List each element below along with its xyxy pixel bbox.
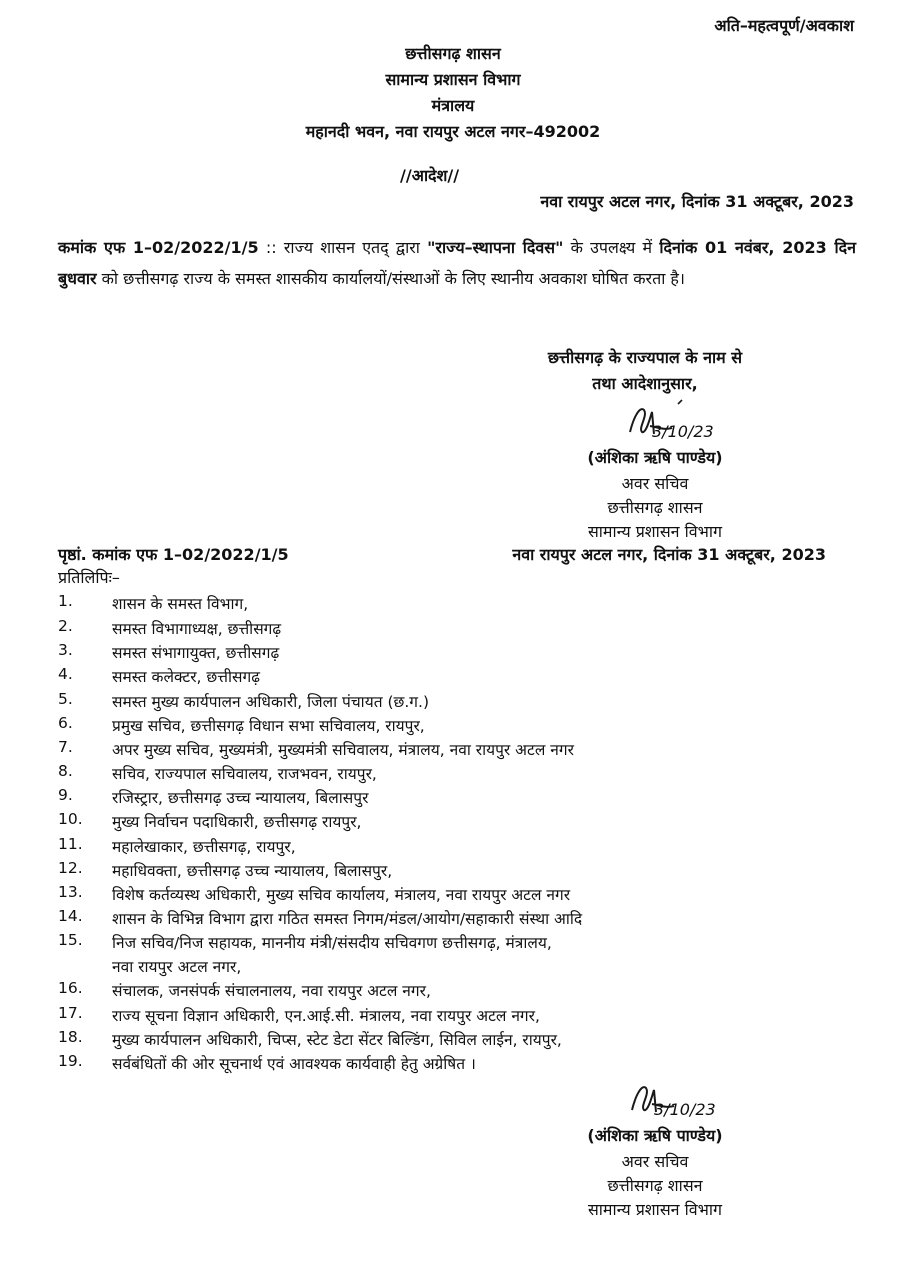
list-item-number: 15. xyxy=(58,931,83,949)
signatory-2-office: छत्तीसगढ़ शासन xyxy=(607,1176,703,1195)
signatory-1-department: सामान्य प्रशासन विभाग xyxy=(587,522,723,541)
list-item-number: 11. xyxy=(58,835,83,853)
header-government: छत्तीसगढ़ शासन xyxy=(405,44,501,63)
list-item: शासन के विभिन्न विभाग द्वारा गठित समस्त निगम/मंडल/आयोग/सहाकारी संस्था आदि xyxy=(112,910,583,928)
list-item-number: 10. xyxy=(58,810,83,828)
list-item-number: 4. xyxy=(58,665,73,683)
signatory-2-name: (अंशिका ऋषि पाण्डेय) xyxy=(587,1126,723,1145)
list-item-number: 19. xyxy=(58,1052,83,1070)
list-item: विशेष कर्तव्यस्थ अधिकारी, मुख्य सचिव कार्यालय, मंत्रालय, नवा रायपुर अटल नगर xyxy=(112,886,571,904)
header-department: सामान्य प्रशासन विभाग xyxy=(385,70,521,89)
list-item: समस्त मुख्य कार्यपालन अधिकारी, जिला पंचायत (छ.ग.) xyxy=(112,693,429,711)
authority-line-2: तथा आदेशानुसार, xyxy=(592,374,698,393)
list-item: समस्त विभागाध्यक्ष, छत्तीसगढ़ xyxy=(112,620,282,638)
list-item-number: 16. xyxy=(58,979,83,997)
list-item-number: 17. xyxy=(58,1004,83,1022)
endorsement-date: नवा रायपुर अटल नगर, दिनांक 31 अक्टूबर, 2023 xyxy=(512,545,826,564)
list-item: शासन के समस्त विभाग, xyxy=(112,595,249,613)
signature-1-date: 3/10/23 xyxy=(652,422,714,441)
order-text-2: के उपलक्ष्य में xyxy=(563,238,660,257)
signatory-2-designation: अवर सचिव xyxy=(621,1152,689,1171)
copy-label: प्रतिलिपिः– xyxy=(58,568,120,587)
list-item: राज्य सूचना विज्ञान अधिकारी, एन.आई.सी. मंत्रालय, नवा रायपुर अटल नगर, xyxy=(112,1007,540,1025)
list-item-number: 18. xyxy=(58,1028,83,1046)
list-item-number: 14. xyxy=(58,907,83,925)
list-item: समस्त संभागायुक्त, छत्तीसगढ़ xyxy=(112,644,280,662)
order-heading: //आदेश// xyxy=(400,166,460,185)
list-item-number: 2. xyxy=(58,617,73,635)
list-item: प्रमुख सचिव, छत्तीसगढ़ विधान सभा सचिवालय, रायपुर, xyxy=(112,717,425,735)
priority-note: अति–महत्वपूर्ण/अवकाश xyxy=(714,16,854,35)
order-paragraph xyxy=(58,232,856,294)
list-item: सर्वबंधितों की ओर सूचनार्थ एवं आवश्यक कार्यवाही हेतु अग्रेषित । xyxy=(112,1055,476,1073)
signatory-1-office: छत्तीसगढ़ शासन xyxy=(607,498,703,517)
list-item-number: 9. xyxy=(58,786,73,804)
order-holiday-date: दिनांक 01 नवंबर, 2023 दिन बुधवार xyxy=(58,238,856,288)
list-item: मुख्य निर्वाचन पदाधिकारी, छत्तीसगढ़ रायपुर, xyxy=(112,813,362,831)
list-item-continuation: नवा रायपुर अटल नगर, xyxy=(112,958,242,976)
order-date: नवा रायपुर अटल नगर, दिनांक 31 अक्टूबर, 2023 xyxy=(540,192,854,211)
header-address: महानदी भवन, नवा रायपुर अटल नगर–492002 xyxy=(305,122,601,141)
list-item-number: 12. xyxy=(58,859,83,877)
list-item: महाधिवक्ता, छत्तीसगढ़ उच्च न्यायालय, बिलासपुर, xyxy=(112,862,393,880)
signature-2-date: 3/10/23 xyxy=(654,1100,716,1119)
list-item-number: 13. xyxy=(58,883,83,901)
order-occasion: "राज्य–स्थापना दिवस" xyxy=(427,238,564,257)
list-item-number: 6. xyxy=(58,714,73,732)
signatory-1-designation: अवर सचिव xyxy=(621,474,689,493)
list-item-number: 5. xyxy=(58,690,73,708)
signatory-1-name: (अंशिका ऋषि पाण्डेय) xyxy=(587,448,723,467)
endorsement-reference: पृष्ठां. कमांक एफ 1–02/2022/1/5 xyxy=(58,545,289,564)
list-item-number: 7. xyxy=(58,738,73,756)
list-item: सचिव, राज्यपाल सचिवालय, राजभवन, रायपुर, xyxy=(112,765,377,783)
list-item: अपर मुख्य सचिव, मुख्यमंत्री, मुख्यमंत्री सचिवालय, मंत्रालय, नवा रायपुर अटल नगर xyxy=(112,741,574,759)
list-item: रजिस्ट्रार, छत्तीसगढ़ उच्च न्यायालय, बिलासपुर xyxy=(112,789,369,807)
header-ministry: मंत्रालय xyxy=(431,96,475,115)
signatory-2-department: सामान्य प्रशासन विभाग xyxy=(587,1200,723,1219)
list-item: मुख्य कार्यपालन अधिकारी, चिप्स, स्टेट डेटा सेंटर बिल्डिंग, सिविल लाईन, रायपुर, xyxy=(112,1031,562,1049)
order-text-3: को छत्तीसगढ़ राज्य के समस्त शासकीय कार्यालयों/संस्थाओं के लिए स्थानीय अवकाश घोषित करता है। xyxy=(96,269,685,288)
order-text-1: :: राज्य शासन एतद् द्वारा xyxy=(258,238,428,257)
authority-line-1: छत्तीसगढ़ के राज्यपाल के नाम से xyxy=(547,348,743,367)
list-item-number: 8. xyxy=(58,762,73,780)
list-item: संचालक, जनसंपर्क संचालनालय, नवा रायपुर अटल नगर, xyxy=(112,982,431,1000)
list-item: समस्त कलेक्टर, छत्तीसगढ़ xyxy=(112,668,260,686)
list-item: महालेखाकार, छत्तीसगढ़, रायपुर, xyxy=(112,838,296,856)
order-reference: कमांक एफ 1–02/2022/1/5 xyxy=(58,238,259,257)
list-item: निज सचिव/निज सहायक, माननीय मंत्री/संसदीय सचिवगण छत्तीसगढ़, मंत्रालय, xyxy=(112,934,552,952)
list-item-number: 1. xyxy=(58,592,73,610)
list-item-number: 3. xyxy=(58,641,73,659)
